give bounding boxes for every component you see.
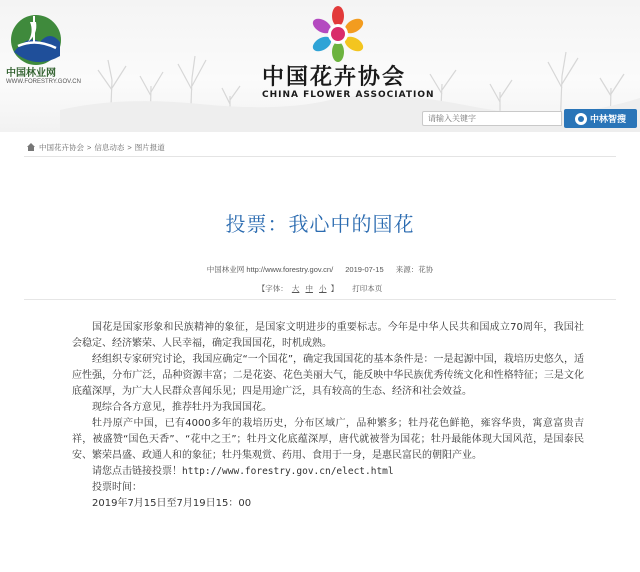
cfa-logo-icon[interactable] [308,6,368,64]
font-size-medium[interactable]: 中 [305,284,313,293]
article-body [72,320,584,512]
font-size-large[interactable]: 大 [291,284,300,293]
breadcrumb-separator: > [127,142,132,152]
vote-line [72,464,584,480]
divider [24,156,616,157]
site-header [0,0,640,132]
font-size-small[interactable]: 小 [319,284,327,293]
font-size-label: 【字体： [257,284,288,293]
vote-prompt: 请您点击链接投票！ [92,466,182,477]
breadcrumb-separator: > [87,142,92,152]
search-button-label: 中林智搜 [589,115,626,125]
print-link[interactable]: 打印本页 [352,284,383,293]
association-name[interactable]: 中国花卉协会 [262,65,407,90]
article-paragraph: 现综合各方意见，推荐牡丹为我国国花。 [92,402,272,413]
search-button[interactable] [564,109,637,128]
article-source: 中国林业网 http://www.forestry.gov.cn/ [206,265,334,274]
forestry-site-url: WWW.FORESTRY.GOV.CN [6,79,81,85]
forestry-logo-icon[interactable] [6,12,66,68]
article-title: 投票：我心中的国花 [225,212,415,236]
article-date: 2019-07-15 [345,265,384,274]
vote-link[interactable]: http://www.forestry.gov.cn/elect.html [182,466,394,477]
breadcrumb-item-news[interactable]: 信息动态 [94,142,125,152]
forestry-site-name[interactable]: 中国林业网 [6,68,56,79]
breadcrumb-item-home[interactable]: 中国花卉协会 [39,142,84,152]
divider [24,299,616,300]
article-meta [0,264,640,275]
vote-time: 2019年7月15日至7月19日15：00 [92,498,252,509]
breadcrumb [26,141,165,153]
article-paragraph: 牡丹原产中国，已有4000多年的栽培历史，分布区域广，品种繁多；牡丹花色鲜艳，雍容华贵，寓意富贵吉祥，被盛赞“国色天香”、“花中之王”；牡丹文化底蕴深厚，唐代就被誉为国花；牡丹最能体现大国风范，是国泰民安、繁荣昌盛、政通人和的象征；牡丹集观赏、药用、食用于一身，是惠民富民的朝阳产业。 [72,418,584,461]
breadcrumb-item-photo-reports[interactable]: 图片报道 [134,142,165,152]
search-input[interactable] [422,111,562,126]
article-paragraph: 经组织专家研究讨论，我国应确定“一个国花”，确定我国国花的基本条件是：一是起源中国，栽培历史悠久，适应性强，分布广泛，品种资源丰富；二是花姿、花色美丽大气，能反映中华民族优秀传统文化和性格特征；三是文化底蕴深厚，为广大人民群众喜闻乐见；四是用途广泛，具有较高的生态、经济和社会效益。 [72,354,584,397]
font-size-end: 】 [330,284,339,293]
search-icon [575,113,587,125]
vote-time-label: 投票时间： [92,482,142,493]
association-name-en: CHINA FLOWER ASSOCIATION [262,90,435,100]
article-origin: 来源：花协 [395,265,434,274]
article-paragraph: 国花是国家形象和民族精神的象征，是国家文明进步的重要标志。今年是中华人民共和国成立70周年，我国社会稳定、经济繁荣、人民幸福，确定我国国花，时机成熟。 [72,322,584,349]
article-tools [0,283,640,294]
home-icon [26,142,36,152]
